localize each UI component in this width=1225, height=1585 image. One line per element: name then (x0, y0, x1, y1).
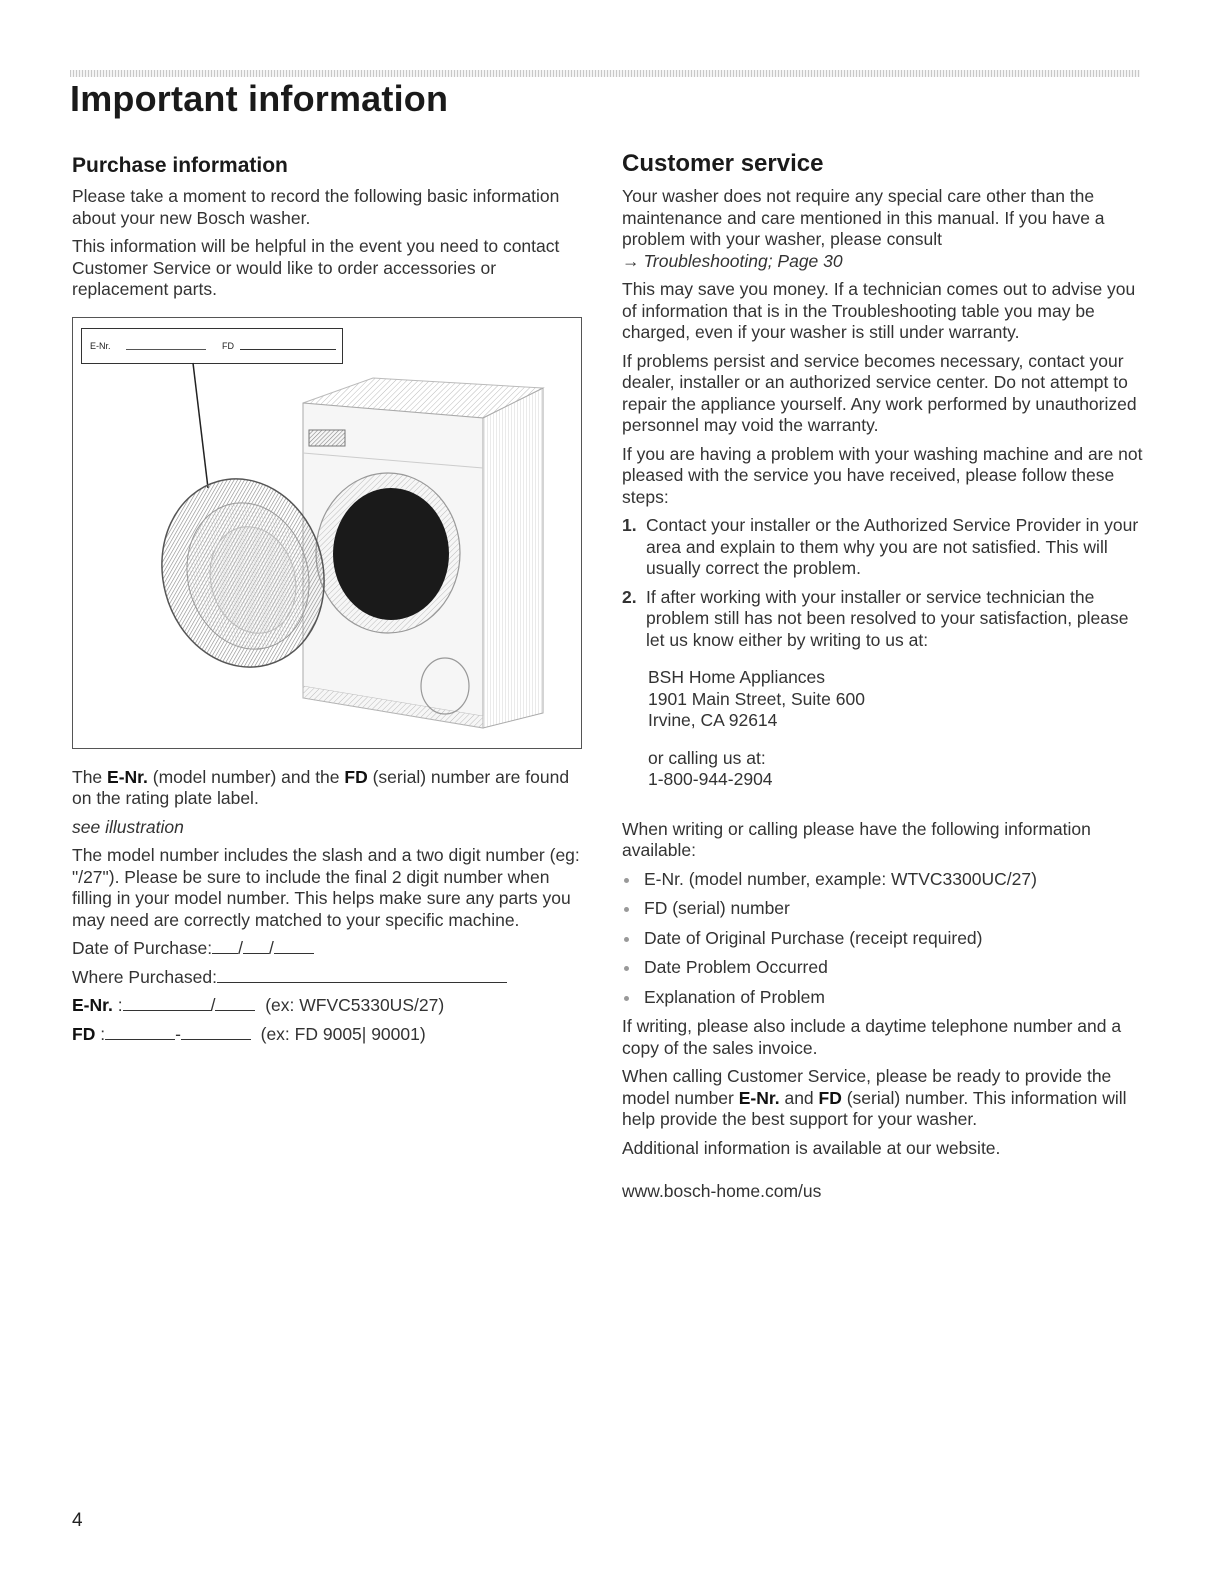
steps-list (622, 515, 1147, 651)
page-number: 4 (72, 1510, 83, 1531)
customer-service-heading: Customer service (622, 150, 824, 177)
rating-plate-enr: E-Nr. (90, 340, 111, 351)
service-para-2: This may save you money. If a technician comes out to advise you of information that is in the Troubleshooting table you may be charged, even if your washer is still under warranty. (622, 279, 1136, 342)
washer-drawing (73, 318, 581, 748)
list-item: Explanation of Problem (622, 987, 1147, 1009)
additional-info: Additional information is available at our website. (622, 1137, 1001, 1158)
calling-label: or calling us at: (648, 747, 766, 768)
see-illustration: see illustration (72, 816, 184, 837)
phone-contact (648, 748, 1147, 791)
rating-plate-fd: FD (222, 340, 234, 351)
bullet-icon (624, 996, 629, 1001)
address-line-2: 1901 Main Street, Suite 600 (648, 688, 865, 709)
troubleshooting-link[interactable]: Troubleshooting; Page 30 (643, 250, 843, 271)
mailing-address (648, 667, 1147, 732)
calling-note: When calling Customer Service, please be ready to provide the model number E-Nr. and FD (serial) number. This information will help provide the best support for your washer. (622, 1066, 1127, 1129)
enr-field: E-Nr. : / (ex: WFVC5330US/27) (72, 995, 445, 1015)
list-item: E-Nr. (model number, example: WTVC3300UC/27) (622, 869, 1147, 891)
date-of-purchase-field: Date of Purchase: / / (72, 938, 587, 960)
where-purchased-field: Where Purchased: (72, 967, 587, 989)
washer-illustration (72, 317, 582, 749)
list-item: FD (serial) number (622, 898, 1147, 920)
list-item: 1. Contact your installer or the Authorized Service Provider in your area and explain to them why you are not satisfied. This will usually correct the problem. (622, 515, 1139, 578)
bullet-icon (624, 907, 629, 912)
list-item: 2. If after working with your installer or service technician the problem still has not been resolved to your satisfaction, please let us know either by writing to us at: (622, 586, 1129, 650)
purchase-section (72, 150, 587, 1052)
service-para-3: If problems persist and service becomes necessary, contact your dealer, installer or an authorized service center. Do not attempt to repair the appliance yourself. Any work performed by unauthorized personnel may void the warranty. (622, 350, 1137, 435)
arrow-icon: → (622, 250, 640, 271)
page-title: Important information (70, 78, 449, 119)
website-link[interactable]: www.bosch-home.com/us (622, 1181, 822, 1201)
phone-number: 1-800-944-2904 (648, 769, 773, 789)
list-item: Date Problem Occurred (622, 957, 1147, 979)
writing-note: If writing, please also include a daytime telephone number and a copy of the sales invoice. (622, 1016, 1122, 1058)
customer-service-section (622, 150, 1147, 1210)
list-item: Date of Original Purchase (receipt required) (622, 928, 1147, 950)
purchase-intro-2: This information will be helpful in the event you need to contact Customer Service or would like to order accessories or replacement parts. (72, 236, 560, 299)
bullet-icon (624, 878, 629, 883)
enr-location-text: The E-Nr. (model number) and the FD (serial) number are found on the rating plate label. (72, 766, 570, 808)
purchase-intro-1: Please take a moment to record the following basic information about your new Bosch washer. (72, 186, 560, 228)
header-rule (70, 70, 1140, 77)
bullet-icon (624, 966, 629, 971)
address-line-1: BSH Home Appliances (648, 667, 826, 687)
service-para-1: Your washer does not require any special care other than the maintenance and care mentioned in this manual. If you have a problem with your washer, please consult → Troubleshooting; Page 30 (622, 186, 1105, 271)
fd-field: FD : - (ex: FD 9005| 90001) (72, 1023, 426, 1044)
service-para-4: If you are having a problem with your washing machine and are not pleased with the service you have received, please follow these steps: (622, 443, 1143, 507)
info-list (622, 869, 1147, 1009)
model-number-note: The model number includes the slash and a two digit number (eg: "/27"). Please be sure to include the final 2 digit number when filling in your model number. This helps make sure any parts you may need are correctly matched to your specific machine. (72, 845, 580, 930)
have-info-text: When writing or calling please have the following information available: (622, 818, 1091, 860)
address-line-3: Irvine, CA 92614 (648, 710, 778, 730)
bullet-icon (624, 937, 629, 942)
purchase-heading: Purchase information (72, 154, 288, 177)
